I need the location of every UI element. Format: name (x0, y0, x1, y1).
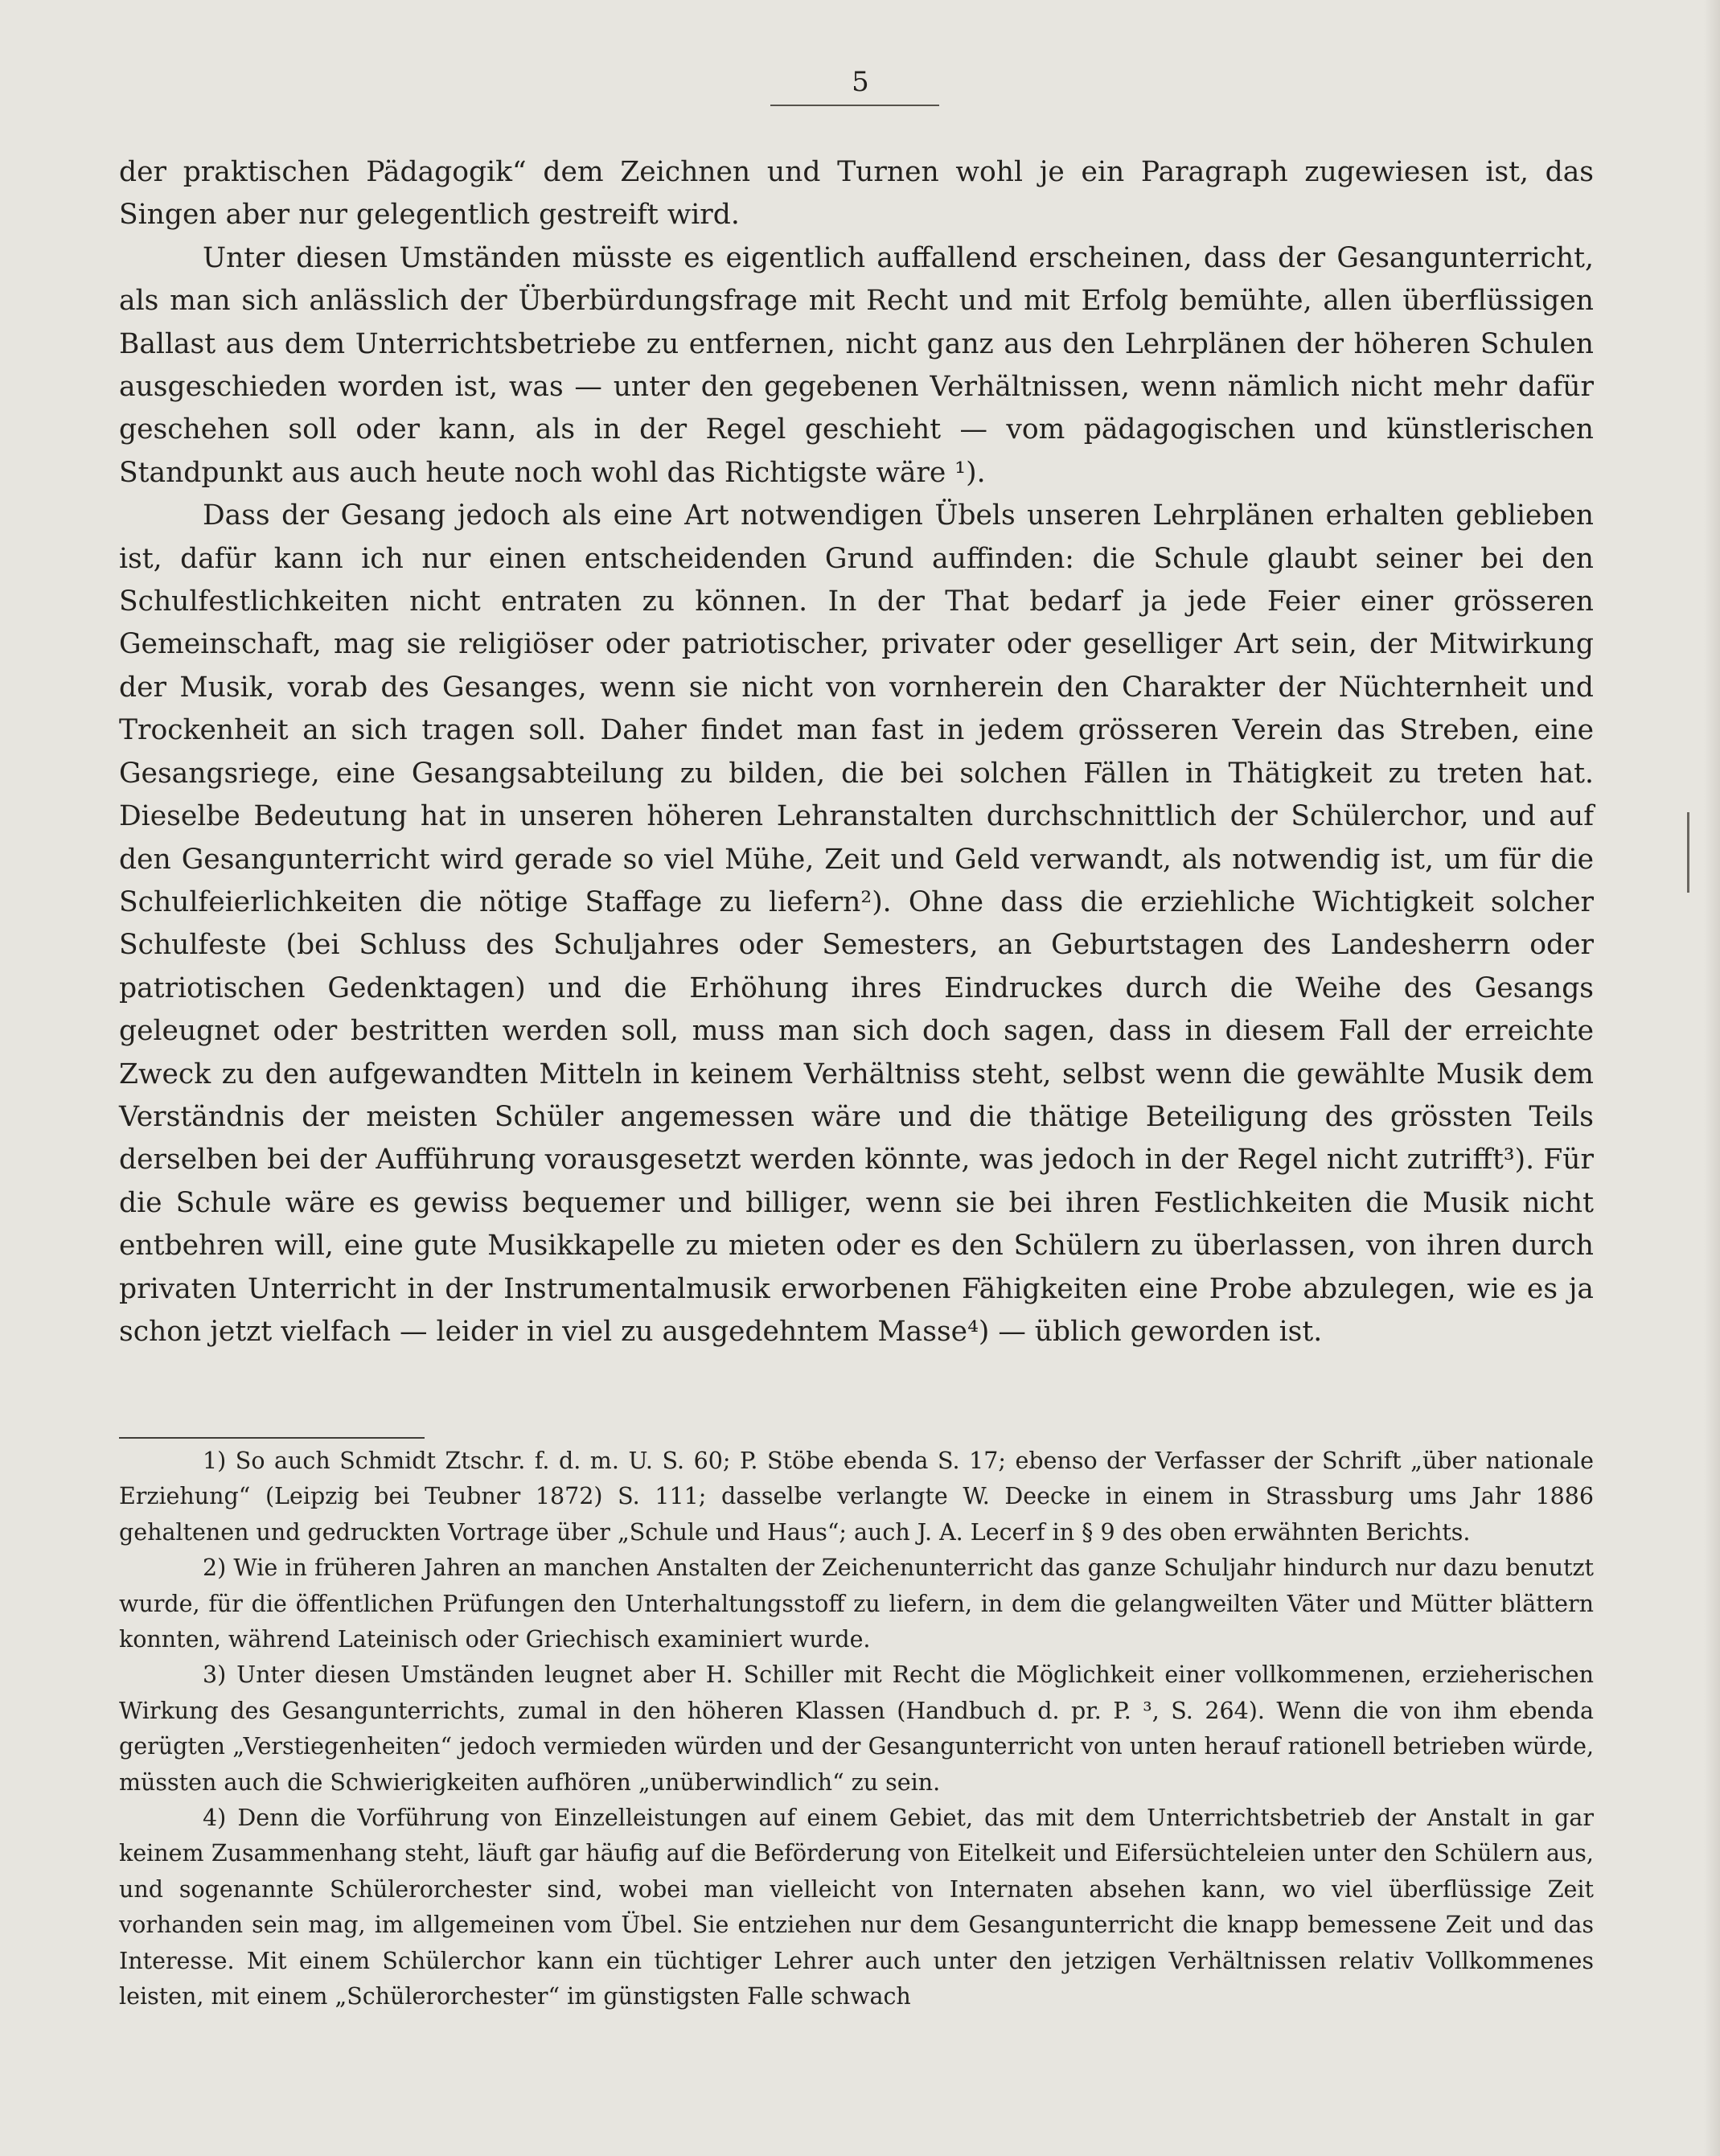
page-number-rule (770, 105, 939, 106)
footnote-separator (119, 1437, 425, 1439)
scan-edge-mark (1687, 812, 1689, 893)
footnote: 2) Wie in früheren Jahren an manchen Anstalten der Zeichenunterricht das ganze Schuljahr hindurch nur dazu benutzt wurde, für die öffentlichen Prüfungen den Unterhaltungsstoff zu liefern, in dem die gelangweilten Väter und Mütter blättern konnten, während Lateinisch oder Griechisch examiniert wurde. (119, 1554, 1594, 1653)
footnote: 4) Denn die Vorführung von Einzelleistungen auf einem Gebiet, das mit dem Unterrichtsbetrieb der Anstalt in gar keinem Zusammenhang steht, läuft gar häufig auf die Beförderung von Eitelkeit und Eifersüchteleien unter den Schülern aus, und sogenannte Schülerorchester sind, wobei man vielleicht von Internaten absehen kann, wo viel überflüssige Zeit vorhanden sein mag, im allgemeinen vom Übel. Sie entziehen nur dem Gesangunterricht die knapp bemessene Zeit und das Interesse. Mit einem Schülerchor kann ein tüchtiger Lehrer auch unter den jetzigen Verhältnissen relativ Vollkommenes leisten, mit einem „Schülerorchester“ im günstigsten Falle schwach (119, 1805, 1594, 2010)
paragraph: der praktischen Pädagogik“ dem Zeichnen und Turnen wohl je ein Paragraph zugewiesen ist, das Singen aber nur gelegentlich gestreift wird. (119, 156, 1594, 232)
main-text (119, 151, 1594, 1353)
footnotes (119, 1443, 1594, 2015)
scan-edge-shadow (1704, 0, 1720, 2156)
paragraph: Unter diesen Umständen müsste es eigentlich auffallend erscheinen, dass der Gesangunterricht, als man sich anlässlich der Überbürdungsfrage mit Recht und mit Erfolg bemühte, allen überflüssigen Ballast aus dem Unterrichtsbetriebe zu entfernen, nicht ganz aus den Lehrplänen der höheren Schulen ausgeschieden worden ist, was — unter den gegebenen Verhältnissen, wenn nämlich nicht mehr dafür geschehen soll oder kann, als in der Regel geschieht — vom pädagogischen und künstlerischen Standpunkt aus auch heute noch wohl das Richtigste wäre ¹). (119, 241, 1594, 489)
footnote: 3) Unter diesen Umständen leugnet aber H. Schiller mit Recht die Möglichkeit einer vollkommenen, erzieherischen Wirkung des Gesangunterrichts, zumal in den höheren Klassen (Handbuch d. pr. P. ³, S. 264). Wenn die von ihm ebenda gerügten „Verstiegenheiten“ jedoch vermieden würden und der Gesangunterricht von unten herauf rationell betrieben würde, müssten auch die Schwierigkeiten aufhören „unüberwindlich“ zu sein. (119, 1661, 1594, 1796)
paragraph: Dass der Gesang jedoch als eine Art notwendigen Übels unseren Lehrplänen erhalten geblieben ist, dafür kann ich nur einen entscheidenden Grund auffinden: die Schule glaubt seiner bei den Schulfestlichkeiten nicht entraten zu können. In der That bedarf ja jede Feier einer grösseren Gemeinschaft, mag sie religiöser oder patriotischer, privater oder geselliger Art sein, der Mitwirkung der Musik, vorab des Gesanges, wenn sie nicht von vornherein den Charakter der Nüchternheit und Trockenheit an sich tragen soll. Daher findet man fast in jedem grösseren Verein das Streben, eine Gesangsriege, eine Gesangsabteilung zu bilden, die bei solchen Fällen in Thätigkeit zu treten hat. Dieselbe Bedeutung hat in unseren höheren Lehranstalten durchschnittlich der Schülerchor, und auf den Gesangunterricht wird gerade so viel Mühe, Zeit und Geld verwandt, als notwendig ist, um für die Schulfeierlichkeiten die nötige Staffage zu liefern²). Ohne dass die erziehliche Wichtigkeit solcher Schulfeste (bei Schluss des Schuljahres oder Semesters, an Geburtstagen des Landesherrn oder patriotischen Gedenktagen) und die Erhöhung ihres Eindruckes durch die Weihe des Gesangs geleugnet oder bestritten werden soll, muss man sich doch sagen, dass in diesem Fall der erreichte Zweck zu den aufgewandten Mitteln in keinem Verhältniss steht, selbst wenn die gewählte Musik dem Verständnis der meisten Schüler angemessen wäre und die thätige Beteiligung des grössten Teils derselben bei der Aufführung vorausgesetzt werden könnte, was jedoch in der Regel nicht zutrifft³). Für die Schule wäre es gewiss bequemer und billiger, wenn sie bei ihren Festlichkeiten die Musik nicht entbehren will, eine gute Musikkapelle zu mieten oder es den Schülern zu überlassen, von ihren durch privaten Unterricht in der Instrumentalmusik erworbenen Fähigkeiten eine Probe abzulegen, wie es ja schon jetzt vielfach — leider in viel zu ausgedehntem Masse⁴) — üblich geworden ist. (119, 499, 1594, 1348)
footnote: 1) So auch Schmidt Ztschr. f. d. m. U. S. 60; P. Stöbe ebenda S. 17; ebenso der Verfasser der Schrift „über nationale Erziehung“ (Leipzig bei Teubner 1872) S. 111; dasselbe verlangte W. Deecke in einem in Strassburg ums Jahr 1886 gehaltenen und gedruckten Vortrage über „Schule und Haus“; auch J. A. Lecerf in § 9 des oben erwähnten Berichts. (119, 1448, 1594, 1546)
page-number: 5 (852, 66, 869, 98)
